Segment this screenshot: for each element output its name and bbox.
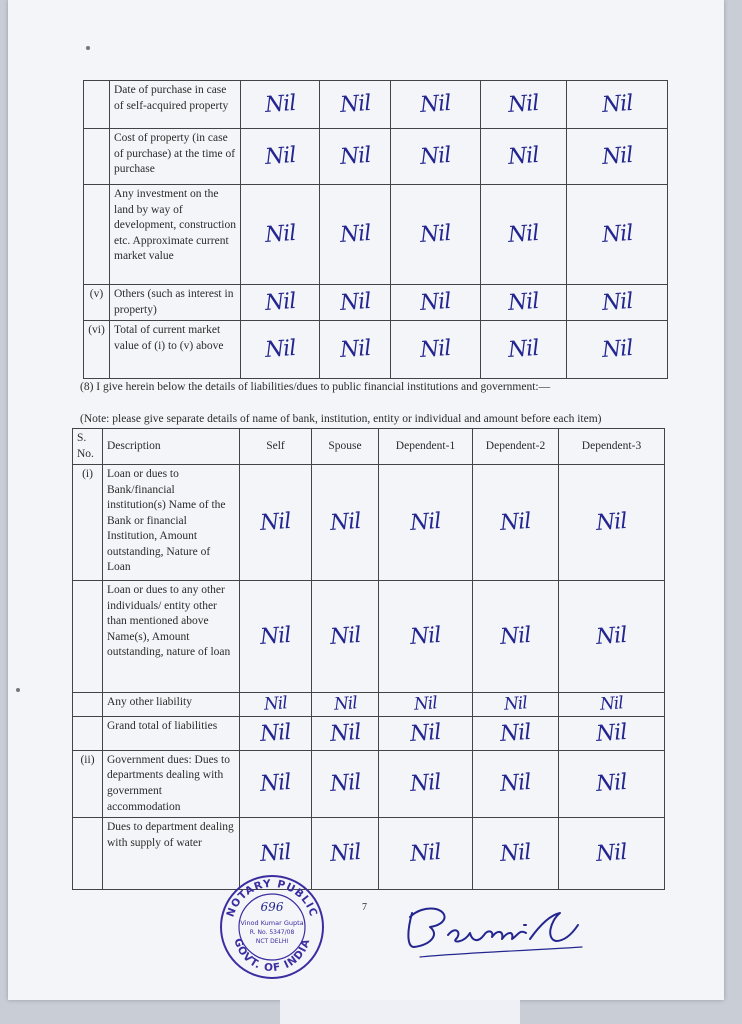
handwritten-nil: Nil: [409, 719, 442, 747]
handwritten-nil: Nil: [332, 693, 358, 715]
stamp-reg: R. No. 5347/08: [249, 929, 295, 936]
handwritten-nil: Nil: [328, 839, 361, 867]
handwritten-nil: Nil: [503, 693, 528, 715]
header-self: Self: [240, 429, 312, 465]
row-description: Government dues: Dues to departments dealing with government accommodation: [103, 750, 240, 817]
handwritten-nil: Nil: [600, 335, 633, 363]
handwritten-nil: Nil: [419, 142, 452, 170]
handwritten-nil: Nil: [413, 693, 438, 715]
handwritten-nil: Nil: [338, 288, 371, 316]
page-under-edge: [280, 1000, 520, 1024]
row-description: Dues to department dealing with supply of water: [103, 818, 240, 890]
row-number: [73, 693, 103, 717]
table-header-row: [73, 429, 665, 465]
row-number: (i): [73, 465, 103, 581]
handwritten-nil: Nil: [259, 839, 292, 867]
stamp-name: Vinod Kumar Gupta: [240, 919, 304, 927]
handwritten-nil: Nil: [595, 508, 628, 536]
handwritten-nil: Nil: [263, 335, 296, 363]
row-number: [73, 818, 103, 890]
section-8-intro: (8) I give herein below the details of liabilities/dues to public financial institutions and government:—: [80, 381, 551, 393]
handwritten-nil: Nil: [499, 839, 532, 867]
handwritten-nil: Nil: [600, 220, 633, 248]
handwritten-nil: Nil: [409, 839, 442, 867]
speck: [16, 688, 20, 692]
stamp-number: 696: [260, 900, 284, 914]
table-row: [84, 81, 668, 129]
handwritten-nil: Nil: [507, 142, 540, 170]
header-sno: S. No.: [73, 429, 103, 465]
row-number: [84, 185, 110, 285]
handwritten-nil: Nil: [507, 90, 540, 118]
row-description: Loan or dues to Bank/financial institution(s) Name of the Bank or financial Institution, Amount outstanding, Nature of Loan: [103, 465, 240, 581]
notary-stamp: [218, 873, 326, 981]
row-description: Loan or dues to any other individuals/ entity other than mentioned above Name(s), Amount outstanding, nature of loan: [103, 581, 240, 693]
table-row: [73, 465, 665, 581]
handwritten-nil: Nil: [263, 220, 296, 248]
row-description: Any investment on the land by way of development, construction etc. Approximate current market value: [110, 185, 241, 285]
page-number: 7: [362, 902, 367, 913]
handwritten-nil: Nil: [259, 622, 292, 650]
handwritten-nil: Nil: [338, 142, 371, 170]
table-row: [84, 285, 668, 321]
row-number: (ii): [73, 750, 103, 817]
handwritten-nil: Nil: [499, 622, 532, 650]
handwritten-nil: Nil: [409, 622, 442, 650]
header-dependent-3: Dependent-3: [559, 429, 665, 465]
handwritten-nil: Nil: [595, 622, 628, 650]
handwritten-nil: Nil: [338, 220, 371, 248]
row-description: Any other liability: [103, 693, 240, 717]
handwritten-nil: Nil: [419, 335, 452, 363]
header-spouse: Spouse: [312, 429, 379, 465]
row-description: Date of purchase in case of self-acquired property: [110, 81, 241, 129]
row-number: [73, 716, 103, 750]
handwritten-nil: Nil: [259, 508, 292, 536]
handwritten-signature: [400, 895, 590, 965]
handwritten-nil: Nil: [595, 839, 628, 867]
table-row: [73, 716, 665, 750]
stamp-place: NCT DELHI: [255, 938, 289, 945]
handwritten-nil: Nil: [263, 288, 296, 316]
handwritten-nil: Nil: [259, 770, 292, 798]
handwritten-nil: Nil: [338, 335, 371, 363]
row-number: (v): [84, 285, 110, 321]
handwritten-nil: Nil: [499, 719, 532, 747]
handwritten-nil: Nil: [507, 335, 540, 363]
handwritten-nil: Nil: [600, 142, 633, 170]
table-row: [73, 750, 665, 817]
handwritten-nil: Nil: [499, 770, 532, 798]
handwritten-nil: Nil: [259, 719, 292, 747]
handwritten-nil: Nil: [600, 288, 633, 316]
handwritten-nil: Nil: [263, 142, 296, 170]
row-number: [73, 581, 103, 693]
table-row: [84, 185, 668, 285]
row-number: [84, 129, 110, 185]
handwritten-nil: Nil: [409, 508, 442, 536]
handwritten-nil: Nil: [419, 220, 452, 248]
handwritten-nil: Nil: [419, 90, 452, 118]
handwritten-nil: Nil: [507, 220, 540, 248]
table-row: [73, 693, 665, 717]
row-description: Total of current market value of (i) to (v) above: [110, 321, 241, 379]
handwritten-nil: Nil: [328, 719, 361, 747]
row-number: (vi): [84, 321, 110, 379]
handwritten-nil: Nil: [409, 770, 442, 798]
row-number: [84, 81, 110, 129]
row-description: Grand total of liabilities: [103, 716, 240, 750]
handwritten-nil: Nil: [595, 770, 628, 798]
handwritten-nil: Nil: [328, 770, 361, 798]
row-description: Others (such as interest in property): [110, 285, 241, 321]
handwritten-nil: Nil: [328, 508, 361, 536]
stamp-top-text: NOTARY PUBLIC: [224, 877, 320, 919]
table-row: [84, 321, 668, 379]
assets-continuation-table: [83, 80, 668, 379]
table-row: [84, 129, 668, 185]
handwritten-nil: Nil: [419, 288, 452, 316]
speck: [86, 46, 90, 50]
handwritten-nil: Nil: [338, 90, 371, 118]
stamp-bottom-text: GOVT. OF INDIA: [231, 936, 313, 975]
table-row: [73, 581, 665, 693]
header-dependent-2: Dependent-2: [473, 429, 559, 465]
header-dependent-1: Dependent-1: [379, 429, 473, 465]
handwritten-nil: Nil: [263, 90, 296, 118]
handwritten-nil: Nil: [595, 719, 628, 747]
liabilities-table: [72, 428, 665, 890]
section-8-note: (Note: please give separate details of name of bank, institution, entity or individual and amount before each item): [80, 413, 602, 425]
header-description: Description: [103, 429, 240, 465]
handwritten-nil: Nil: [507, 288, 540, 316]
handwritten-nil: Nil: [328, 622, 361, 650]
handwritten-nil: Nil: [599, 693, 624, 715]
table-row: [73, 818, 665, 890]
handwritten-nil: Nil: [600, 90, 633, 118]
handwritten-nil: Nil: [499, 508, 532, 536]
row-description: Cost of property (in case of purchase) at the time of purchase: [110, 129, 241, 185]
handwritten-nil: Nil: [263, 693, 288, 715]
